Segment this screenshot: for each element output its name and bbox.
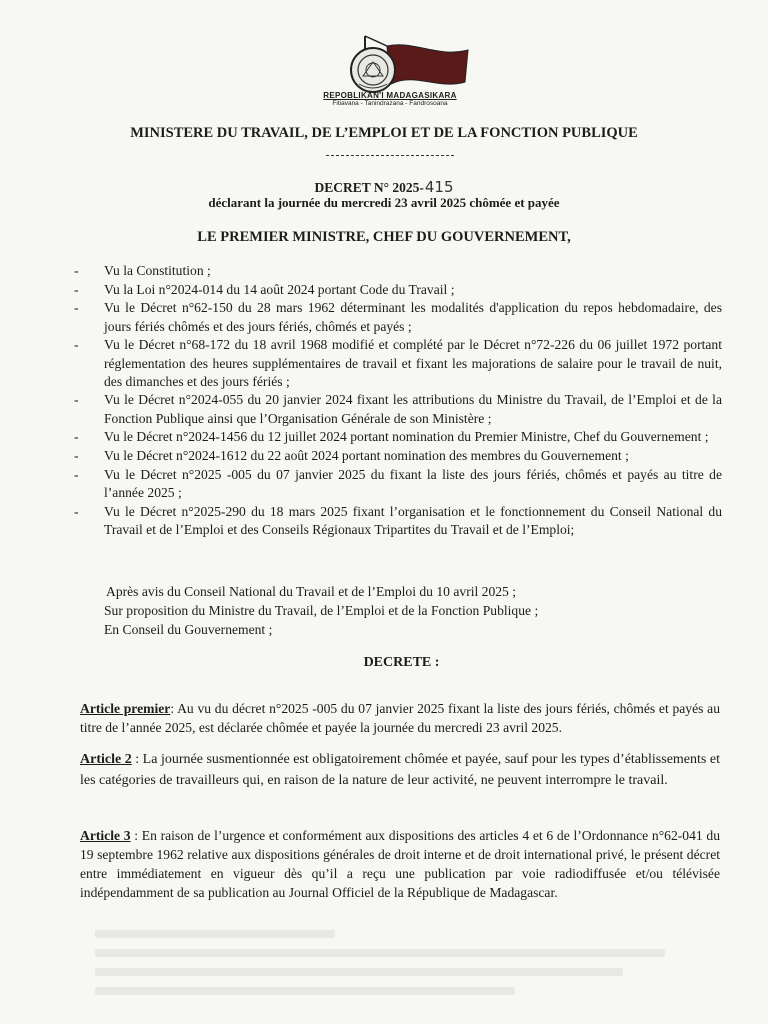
visa-text: Vu la Loi n°2024-014 du 14 août 2024 portant Code du Travail ; [104, 281, 455, 297]
considerants [106, 582, 686, 639]
decree-authority: LE PREMIER MINISTRE, CHEF DU GOUVERNEMENT, [197, 229, 571, 245]
ministry-title: MINISTERE DU TRAVAIL, DE L’EMPLOI ET DE LA FONCTION PUBLIQUE [130, 125, 638, 141]
article-label: Article premier [80, 701, 171, 716]
visa-item: - Vu le Décret n°62-150 du 28 mars 1962 déterminant les modalités d'application du repos hebdomadaire, des jours fériés chômés et des jours fériés, chômés et payés ; [74, 300, 722, 334]
visa-text: Vu le Décret n°2024-1612 du 22 août 2024 portant nomination des membres du Gouvernement ; [104, 448, 629, 464]
visa-item: - Vu la Loi n°2024-014 du 14 août 2024 portant Code du Travail ; [74, 281, 455, 297]
article-label: Article 2 [80, 752, 132, 767]
decree-number-label: DECRET N° 2025- [314, 180, 424, 195]
visa-text: Vu le Décret n°2024-055 du 20 janvier 2024 fixant les attributions du Ministre du Travail, de l’Emploi et de la Fonction Publique ainsi que l’Organisation Générale de son Ministère ; [104, 392, 722, 426]
article-label: Article 3 [80, 828, 131, 843]
visa-item: - Vu le Décret n°68-172 du 18 avril 1968 modifié et complété par le Décret n°72-226 du 06 juillet 1972 portant réglementation des heures supplémentaires de travail et fixant les majorations de salaire pour le travail de nuit, des dimanches et des jours fériés ; [74, 337, 722, 389]
divider [326, 155, 454, 156]
visas-list [72, 262, 722, 540]
article-3 [80, 826, 720, 902]
article-text: : En raison de l’urgence et conformément aux dispositions des articles 4 et 6 de l’Ordonnance n°62-041 du 19 septembre 1962 relative aux dispositions générales de droit interne et de droit international privé, le présent décret entre immédiatement en vigueur dès qu’il a reçu une publication par voie radiodiffusée et/ou télévisée indépendamment de sa publication au Journal Officiel de la République de Madagascar. [80, 828, 720, 900]
visa-text: Vu le Décret n°2024-1456 du 12 juillet 2024 portant nomination du Premier Ministre, Chef du Gouvernement ; [104, 429, 709, 445]
republic-name: REPOBLIKAN'I MADAGASIKARA [323, 91, 457, 100]
article-2 [80, 749, 720, 791]
visa-item: - Vu le Décret n°2025-290 du 18 mars 2025 fixant l’organisation et le fonctionnement du Conseil National du Travail et de l’Emploi et des Conseils Régionaux Tripartites du Travail et de l’Emploi; [74, 503, 722, 537]
decree-subtitle: déclarant la journée du mercredi 23 avril 2025 chômée et payée [208, 195, 560, 210]
visa-text: Vu le Décret n°2025 -005 du 07 janvier 2025 du fixant la liste des jours fériés, chômés et payés au titre de l’année 2025 ; [104, 466, 722, 500]
decrete-heading: DECRETE : [363, 655, 440, 670]
visa-text: Vu le Décret n°2025-290 du 18 mars 2025 fixant l’organisation et le fonctionnement du Conseil National du Travail et de l’Emploi et des Conseils Régionaux Tripartites du Travail et de l’Emploi; [104, 503, 722, 537]
visa-text: Vu le Décret n°68-172 du 18 avril 1968 modifié et complété par le Décret n°72-226 du 06 juillet 1972 portant réglementation des heures supplémentaires de travail et fixant les majorations de salaire pour le travail de nuit, des dimanches et des jours fériés ; [104, 337, 722, 389]
visa-item: - Vu le Décret n°2025 -005 du 07 janvier 2025 du fixant la liste des jours fériés, chômés et payés au titre de l’année 2025 ; [74, 466, 722, 500]
visa-item: - Vu le Décret n°2024-055 du 20 janvier 2024 fixant les attributions du Ministre du Travail, de l’Emploi et de la Fonction Publique ainsi que l’Organisation Générale de son Ministère ; [74, 392, 722, 426]
article-text: : Au vu du décret n°2025 -005 du 07 janvier 2025 fixant la liste des jours fériés, chômés et payés au titre de l’année 2025, est déclarée chômée et payée la journée du mercredi 23 avril 2025. [80, 701, 721, 735]
decree-number [0, 178, 768, 196]
article-text: : La journée susmentionnée est obligatoirement chômée et payée, sauf pour les types d’établissements et les catégories de travailleurs qui, en raison de la nature de leur activité, ne peuvent interrompre le travail. [80, 752, 720, 788]
republic-motto: Fitiavana - Tanindrazana - Fandrosoana [332, 100, 448, 107]
visa-text: Vu le Décret n°62-150 du 28 mars 1962 déterminant les modalités d'application du repos hebdomadaire, des jours fériés chômés et des jours fériés, chômés et payés ; [104, 300, 722, 334]
visa-item: - Vu le Décret n°2024-1612 du 22 août 2024 portant nomination des membres du Gouvernement ; [74, 448, 629, 464]
considerant-line: Après avis du Conseil National du Travail et de l’Emploi du 10 avril 2025 ; [106, 584, 517, 599]
visa-item: - Vu le Décret n°2024-1456 du 12 juillet 2024 portant nomination du Premier Ministre, Chef du Gouvernement ; [74, 429, 709, 445]
considerant-line: En Conseil du Gouvernement ; [104, 622, 273, 637]
article-premier [80, 699, 720, 737]
visa-text: Vu la Constitution ; [104, 263, 211, 278]
decree-number-handwritten: 415 [424, 178, 454, 196]
bleed-through-shadow [95, 930, 695, 1010]
considerant-line: Sur proposition du Ministre du Travail, de l’Emploi et de la Fonction Publique ; [104, 603, 539, 618]
visa-item: - Vu la Constitution ; [74, 263, 211, 278]
